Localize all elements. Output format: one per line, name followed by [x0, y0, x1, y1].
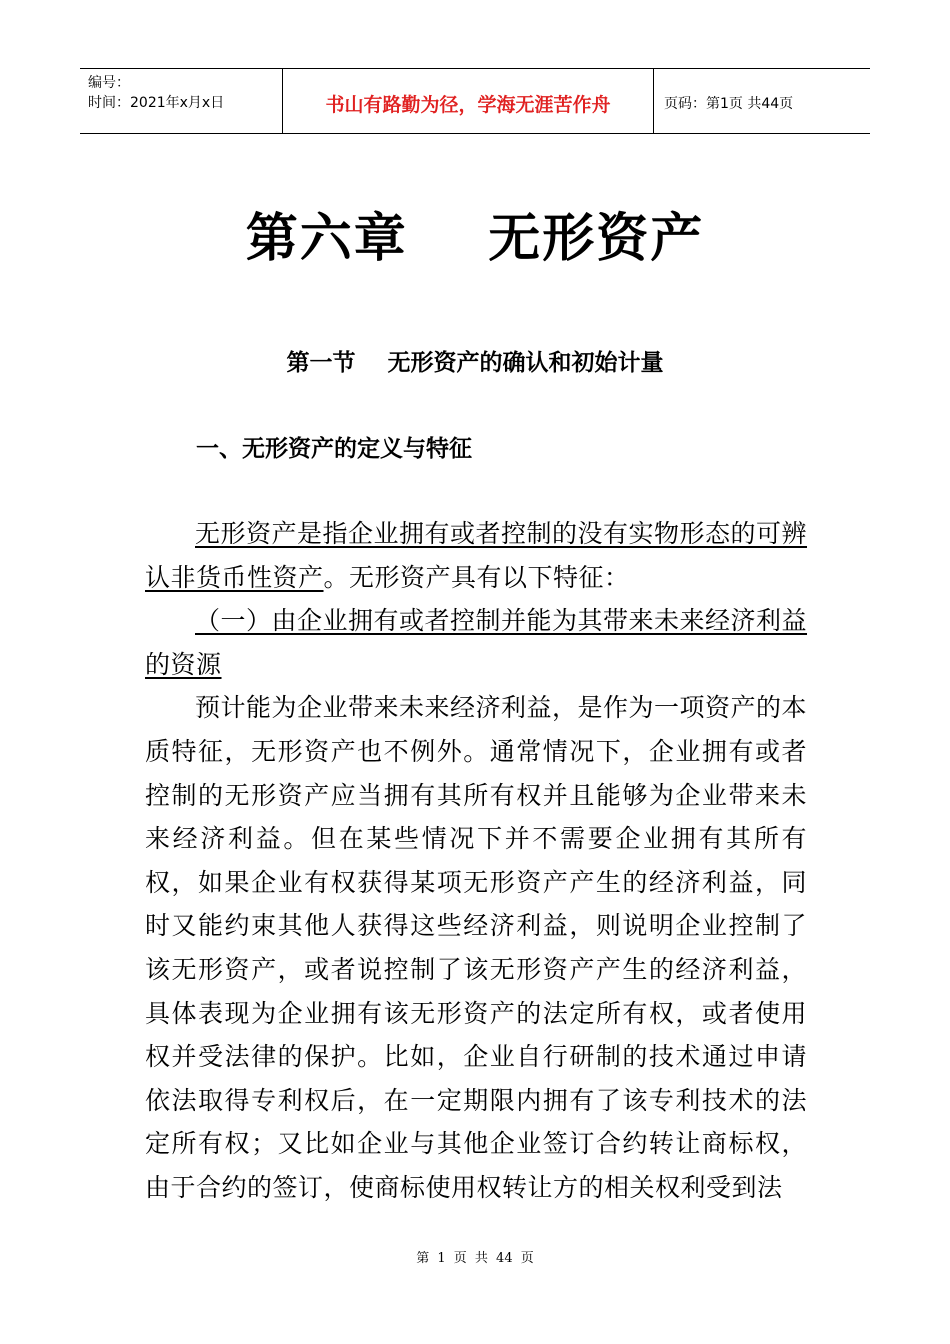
- feature-heading: [145, 599, 807, 686]
- definition-underlined: 无形资产是指企业拥有或者控制的没有实物形态的可辨认非货币性资产: [145, 519, 808, 592]
- header-time-label: 时间：2021年x月x日: [88, 95, 225, 111]
- subheading: 一、无形资产的定义与特征: [196, 436, 472, 462]
- document-body: [145, 512, 807, 1210]
- page-footer: 第 1 页 共 44 页: [416, 1251, 534, 1266]
- definition-rest: 。无形资产具有以下特征：: [323, 562, 630, 592]
- section-title: 第一节 无形资产的确认和初始计量: [286, 350, 664, 376]
- header-number-label: 编号：: [88, 75, 130, 91]
- header-meta: [80, 69, 282, 133]
- feature-one: （一）由企业拥有或者控制并能为其带来未来经济利益的资源: [145, 606, 808, 679]
- body-paragraph: 预计能为企业带来未来经济利益，是作为一项资产的本质特征，无形资产也不例外。通常情况下，企业拥有或者控制的无形资产应当拥有其所有权并且能够为企业带来未来经济利益。但在某些情况下并不需要企业拥有其所有权，如果企业有权获得某项无形资产产生的经济利益，同时又能约束其他人获得这些经济利益，则说明企业控制了该无形资产，或者说控制了该无形资产产生的经济利益，具体表现为企业拥有该无形资产的法定所有权，或者使用权并受法律的保护。比如，企业自行研制的技术通过申请依法取得专利权后，在一定期限内拥有了该专利技术的法定所有权；又比如企业与其他企业签订合约转让商标权，由于合约的签订，使商标使用权转让方的相关权利受到法: [145, 693, 808, 1202]
- document-header: [80, 68, 870, 134]
- header-motto: 书山有路勤为径，学海无涯苦作舟: [282, 69, 654, 133]
- definition-paragraph: [145, 512, 807, 599]
- chapter-title: 第六章 无形资产: [245, 209, 705, 269]
- header-page-info: 页码：第1页 共44页: [664, 96, 794, 112]
